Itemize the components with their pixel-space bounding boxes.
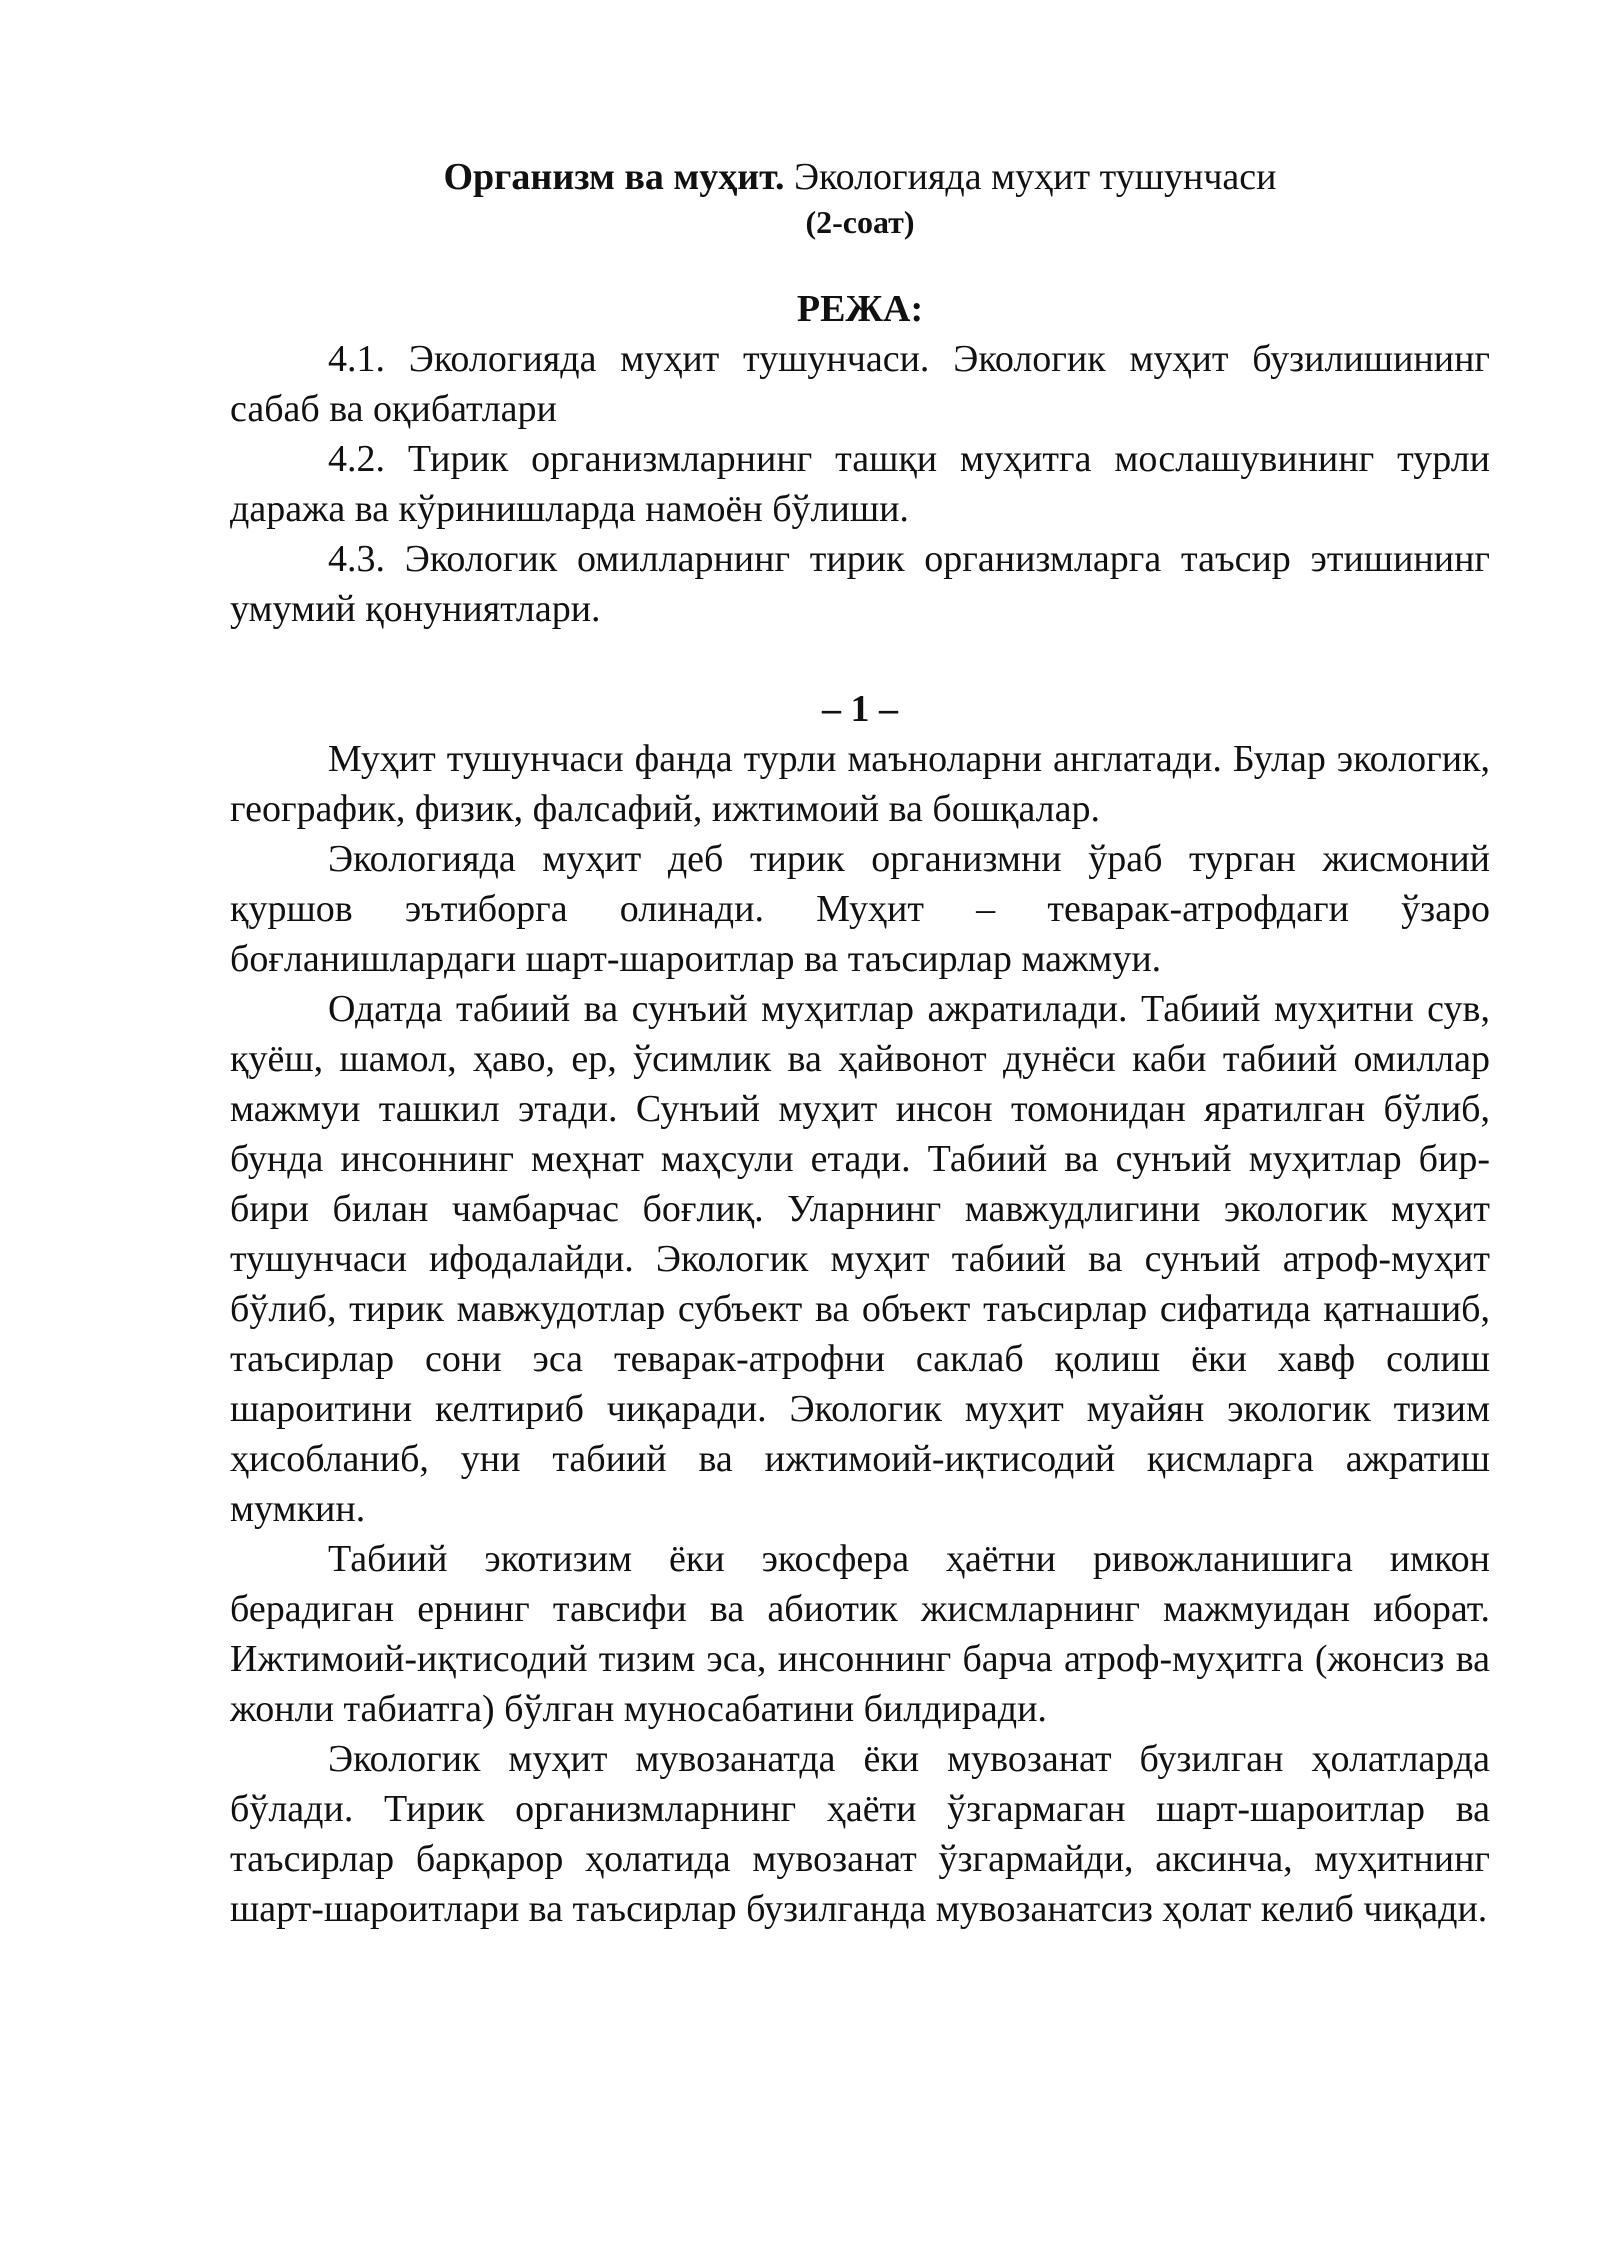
plan-item-4-1: 4.1. Экологияда муҳит тушунчаси. Экологик муҳит бузилишининг сабаб ва оқибатлари xyxy=(230,338,1490,430)
title-rest: Экологияда муҳит тушунчаси xyxy=(784,156,1277,198)
title-bold-part: Организм ва муҳит. xyxy=(443,156,785,198)
document-page xyxy=(230,140,1490,1934)
document-title xyxy=(230,152,1490,202)
body-paragraph: Одатда табиий ва сунъий муҳитлар ажратилади. Табиий муҳитни сув, қуёш, шамол, ҳаво, ер, ўсимлик ва ҳайвонот дунёси каби табиий омиллар мажмуи ташкил этади. Сунъий муҳит инсон томонидан яратилган бўлиб, бунда инсоннинг меҳнат маҳсули етади. Табиий ва сунъий муҳитлар бир-бири билан чамбарчас боғлиқ. Уларнинг мавжудлигини экологик муҳит тушунчаси ифодалайди. Экологик муҳит табиий ва сунъий атроф-муҳит бўлиб, тирик мавжудотлар субъект ва объект таъсирлар сифатида қатнашиб, таъсирлар сони эса теварак-атрофни саклаб қолиш ёки хавф солиш шароитини келтириб чиқаради. Экологик муҳит муайян экологик тизим ҳисобланиб, уни табиий ва ижтимоий-иқтисодий қисмларга ажратиш мумкин. xyxy=(230,988,1490,1530)
plan-item-4-3: 4.3. Экологик омилларнинг тирик организмларга таъсир этишининг умумий қонуниятлари. xyxy=(230,538,1490,630)
body-paragraph: Табиий экотизим ёки экосфера ҳаётни ривожланишига имкон берадиган ернинг тавсифи ва абиотик жисмларнинг мажмуидан иборат. Ижтимоий-иқтисодий тизим эса, инсоннинг барча атроф-муҳитга (жонсиз ва жонли табиатга) бўлган муносабатини билдиради. xyxy=(230,1538,1490,1730)
plan-list xyxy=(230,334,1490,634)
document-subtitle: (2-соат) xyxy=(805,204,915,240)
section-number: – 1 – xyxy=(822,688,898,730)
body-paragraph: Экологияда муҳит деб тирик организмни ўраб турган жисмоний қуршов эътиборга олинади. Муҳит – теварак-атрофдаги ўзаро боғланишлардаги шарт-шароитлар ва таъсирлар мажмуи. xyxy=(230,838,1490,980)
plan-heading: РЕЖА: xyxy=(796,288,924,330)
plan-item-4-2: 4.2. Тирик организмларнинг ташқи муҳитга мослашувининг турли даража ва кўринишларда намоён бўлиши. xyxy=(230,438,1490,530)
body-paragraph: Экологик муҳит мувозанатда ёки мувозанат бузилган ҳолатларда бўлади. Тирик организмларнинг ҳаёти ўзгармаган шарт-шароитлар ва таъсирлар барқарор ҳолатида мувозанат ўзгармайди, аксинча, муҳитнинг шарт-шароитлари ва таъсирлар бузилганда мувозанатсиз ҳолат келиб чиқади. xyxy=(230,1738,1490,1930)
section-body xyxy=(230,734,1490,1934)
body-paragraph: Муҳит тушунчаси фанда турли маъноларни англатади. Булар экологик, географик, физик, фалсафий, ижтимоий ва бошқалар. xyxy=(230,738,1490,830)
